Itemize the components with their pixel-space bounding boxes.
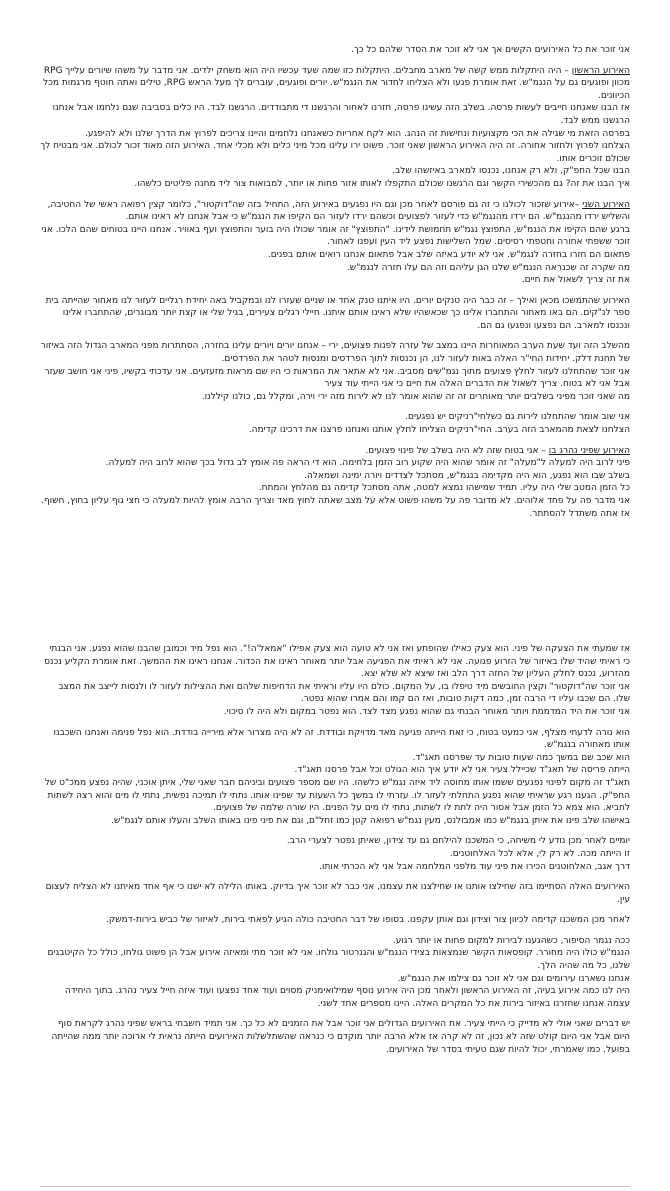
event-pini-heading: האירוע שפיני נהרג בו xyxy=(548,445,630,456)
bottom-paragraph-5: הוא שכב שם במשך כמה שעות טובות עד שפרסנו תאג"ד. xyxy=(412,752,630,763)
event-2-heading: האירוע השני xyxy=(582,199,630,210)
event-1-line-5: הבנו שכל החפ"ק, ולא רק אנחנו, נכנסו למארב באיזשהו שלב. xyxy=(392,166,630,177)
event-pini-paragraph xyxy=(40,445,630,458)
document-page xyxy=(40,0,630,1191)
bottom-paragraph-12: האירועים האלה הסתיימו בזה שחילצו אותנו או שחילצנו את עצמנו, אני כבר לא זוכר איך בדיוק. באותו הלילה לא ישנו כי אף אחד מאיתנו לא הצליח לעצום עין. xyxy=(45,882,630,905)
event-pini-line-1: – אני בטוח שזה לא היה בשלב של פינוי פצועים. xyxy=(365,445,546,456)
bottom-paragraph-7: תאג"ד זה מקום לפינוי נפגעים ששמו אותו מחוסה ליד איזה נגמ"ש כלשהו. היו שם מספר פצועים וביניהם חבר שאני שלי, איתן אוכני, שהיה נפצע ממכ"ט של החפ"ק. הגענו רגע שראיתי שהוא נפגע התחלתי לעזור לו. עזרתי לו במשך כל השעות עד שפינו אותו. נתתי לו תמיכה נפשית, נתתי לו מים והוא רצה לשתות לחביא. הוא צמא כל הזמן אבל אסור היה לתת לו לשתות, נתתי לו מים על הפנים. היו שורה שלמה של פצועים. xyxy=(44,777,630,814)
tanks-paragraph: האירוע שהתמשכו מכאן ואילך – זה כבר היה טנקים יורים. היו איתנו טנק אחד או שניים שעזרו לנו ובמקביל באה יחידת רגליים לעזור לנו מאחור שהייתה בית ספר לנ"קים. הם באו מאחור והתחברו אלינו כך שכאשהיו שלא ראינו אותם איתנו. חיילי רגלים צעירים, בגיל שלי או קצת יותר מבוגרים, שהתחברו אלינו ונכנסו למארב. הם נפצעו ונפגעו גם הם. xyxy=(45,295,630,331)
bottom-section xyxy=(40,643,630,1056)
bottom-paragraph-1: אז שמעתי את הצעקה של פיני. הוא צעק כאילו שהופתע ואז אני לא טועה הוא צעק אפילו "אמאל'ה!". הוא נפל מיד וכמובן שהבנו שהוא נפגע. אני הבנתי כי ראיתי שהיד שלו באיזור של הזרוע פגועה. אני לא ראיתי את הפגיעה אבל יותר מאוחר ראינו את הכדור. אנחנו ראינו את ההמשך. זאת אומרת הקליע נכנס מהזרוע, נכנס לחלק העליון של החזה דרך הלב ואז שיצא לא שלא יצא. xyxy=(44,644,630,680)
event-1-line-1: – היה היתקלות ממש קשה של מארב מחבלים. היתקלות כזו שמה שעד עכשיו היה הוא משחק ילדים. אני מדבר על משהו שיורים עלייך RPG מכוון ופוגעים גם על הנגמ"ש. זאת אומרת פגעו ולא הצליחו לחדור את הנגמ"ש. יורים ופוגעים, עוברים לך מעל הראש RPG, טילים ואתה חוטף מרגמות מכל הכיוונים. xyxy=(43,65,630,101)
event-2-line-3: פתאום הם חזרו בחזרה לנגמ"ש. אני לא יודע באיזה שלב אבל פתאום אנחנו רואים אותם בפנים. xyxy=(267,249,630,260)
exit-paragraph-1: אני שוב אומר שהתחלנו לירות גם כשלחי"רניקים יש נפגעים. xyxy=(405,412,630,423)
event-2-line-5: את זה צריך לשאול את חיים. xyxy=(521,275,630,286)
evening-paragraph-2: אני זוכר שהתחלנו לעזור לחלץ פצועים מתוך נגמ"שים מסביב. אני לא אתאר את המראות כי היו שם מראות מזעזעים. אני עדכתי בקשיו, פיני אני חושב שעזר אבל אני לא בטוח. צריך לשאול את הדברים האלה את חיים כי אני הייתי עוד צעיר xyxy=(44,366,630,390)
bottom-paragraph-18: יש דברים שאני אולי לא מדייק כי הייתי צעיר. את האירועים הגדולים אני זוכר אבל את הזמנים לא כל כך. אני תמיד חשבתי בראש שפיני נהרג לקראת סוף היום אבל אני היום קולט שזה לא נכון, זה לא קרה אז אלא הרבה יותר מוקדם כי כנראה שהשתלשלות האירועים הייתה נראית לי ארוכה יותר ממה שהייתה בפועל. כמו שאמרתי, יכול להיות שגם טעיתי בסדר של האירועים. xyxy=(51,1019,630,1055)
event-pini-line-5: אני מדבר פה על פחד אלוהים. לא מדובר פה על משהו פשוט אלא על מצב שאתה לחוץ מאד וצריך הרבה אומץ להיות למעלה כי חצי גוף עליון בחוץ, חשוף. אז אתה משתדל להסתתר. xyxy=(41,496,630,519)
bottom-paragraph-4: הוא נורה לדעתי מצלף, אני כמעט בטוח, כי זאת הייתה פגיעה מאד מדויקת ובודדת. זה לא היה מצרור אלא מירייה בודדת. הוא נפל פנימה ואנחנו השכבנו אותו מאחורה בנגמ"ש. xyxy=(53,727,630,751)
bottom-paragraph-14: ככה נגמר הסיפור, כשהגענו לבירות למקום פחות או יותר רגוע. xyxy=(392,935,630,946)
event-1-heading: האירוע הראשון xyxy=(571,65,630,76)
exit-paragraph-2: הצלחנו לצאת מהמארב הזה בערב. החי"רניקים הצליחו לחלץ אותנו ואנחנו פרצנו את דרכינו קדימה. xyxy=(248,425,630,436)
bottom-rule xyxy=(40,1186,630,1187)
event-1-line-6: איך הבנו את זה? גם מהכשירי הקשר וגם הרגשנו שכולם התקפלו לאותו אזור פחות או יותר, למבואות צור ליד מחנה פליטים כלשהו. xyxy=(134,178,630,189)
event-2-line-1: –אירוע שזכור לכולנו כי זה גם פורסם לאחר מכן וגם היו נפגעים באירוע הזה, התחיל בזה שה"דוקטור", כלומר קצין רפואה ראשי של החטיבה, והשליש ירדו מהנגמ"ש. הם ירדו מהנגמ"ש כדי לעזור לפצועים וכשהם ירדו לעזור הם הקיפו את הנגמ"ש כי אבל אנחנו לא ראינו אותם. xyxy=(47,199,630,223)
bottom-paragraph-16: אנחנו נשארנו עירומים וגם אני לא זוכר גם צילמו את הנגמ"ש. xyxy=(397,973,630,984)
event-2-line-2: ברגע שהם הקיפו את הנגמ"ש, התפוצץ נגמ"ש תחמושת לידינו. "התפוצץ" זה אומר שכולו היה בוער והתפוצץ ועף באוויר. אנחנו היינו בטוחים שהם הלכו. אני זוכר ששפתי אחורה וחטפתי רסיסים. שמל השלישות נפצע ליד העין ועפנו לאחור. xyxy=(41,224,630,248)
bottom-paragraph-10: זו הייתה מכה. לא רק לי, אלא לכל האלחוטנים. xyxy=(449,848,630,859)
event-1-line-3: בפרסה הזאת מי שגילה את הכי מקצועיות ונחישות זה הנהג. הוא לקח אחריות כשאנחנו נלחמים והיינו צריכים לפרוץ את הדרך שלנו ולא להיפגע. xyxy=(84,128,630,139)
bottom-paragraph-8: באישהו שלב פינו את איתן בנגמ"ש כמו אמבולנס, מעין נגמ"ש רפואה קטן כמו זחל"ם, וגם את פיני פינו באותו השלב והעלו אותם לנגמ"ש. xyxy=(111,815,630,826)
bottom-paragraph-9: יומיים לאחר מכן נודע לי משיחה, כי המשכנו להילחם גם עד צידון, שאיתן נפטר לצערי הרב. xyxy=(286,836,630,847)
event-1-line-2: אז הבנו שאנחנו חייבים לעשות פרסה. בשלב הזה עשינו פרסה, חזרנו לאחור והרגשנו די מתבודדים. הרגשנו לבד. היו כלים בסביבה שגם נלחמו אבל אנחנו הרגשנו ממש לבד. xyxy=(52,103,630,126)
event-pini-line-2: פיני לרוב היה למעלה ל"מעלה" זה אומר שהוא היה שקוע רוב הזמן בלחימה. הוא די הראה פה אומץ לב גדול בכך שהוא לרוב היה למעלה. xyxy=(105,458,630,469)
bottom-paragraph-17: היה לנו כמה אירוע בעיה, זה האירוע הראשון ולאחר מכן היה אירוע נוסף שמילואימניק מסוים ועוד אחד נפצעו ועוד איזה חייל צעיר נהרג. בתוך היחידה עצמה אנחנו שחזרנו באיזור בירות את כל המקרים האלה. היינו מספרים אחד לשני. xyxy=(64,986,630,1009)
event-1-line-4: הצלחנו לפרוץ ולחזור אחורה. זה היה האירוע הראשון שאני זוכר. פשוט ירו עלינו מכל מיני כלים ולא מכלי אחד. האירוע הזה מאוד זכור לכולם. אני מבטיח לך שכולם זוכרים אותו. xyxy=(40,141,630,164)
bottom-paragraph-11: דרך אגב, האלחוטנים הכירו את פיני עוד מלפני המלחמה אבל אני לא הכרתי אותו. xyxy=(319,861,630,872)
intro-line: אני זוכר את כל האירועים הקשים אך אני לא זוכר את הסדר שלהם כל כך. xyxy=(351,45,630,55)
event-2-line-4: מה שקרה זה שכנראה הנגמ"ש שלנו הגן עליהם וזה הם עלו חזרה לנגמ"ש. xyxy=(346,262,630,273)
event-1-paragraph xyxy=(40,65,630,103)
event-pini-line-4: כל הזמן המטב שלי היה עליו. תמיד שמישהו נמצא למטה, אתה מסתכל קדימה גם מהלחץ והמתח. xyxy=(258,483,630,494)
event-2-paragraph xyxy=(40,199,630,224)
top-section xyxy=(40,44,630,520)
bottom-paragraph-3: אני זוכר את היד המדממת ויותר מאוחר הבנתי גם שהוא נפגע מצד לצד. הוא נפטר במקום ולא היה לו סיכוי. xyxy=(223,706,630,717)
bottom-paragraph-15: הנגמ"ש כולו היה מחורר. קופסאות הקשר שנמצאות בצידי הנגמ"ש והגנרטור גולחו. אני לא זוכר מתי ומאיזה אירוע אבל הן פשוט גולחו, כולל כל הקיטבגים שלנו, כל מה שהיה הלך. xyxy=(47,948,630,972)
bottom-paragraph-2: אני זוכר שה"דוקטור" וקצין החובשים מיד טיפלו בו, על המקום. כולם היו עליו וראיתי את הדחיפות שלהם ואת ההצילות לעזור לו ולנסות לייצב את המצב שלו. הם שכבו עליו די הרבה זמן, כמה דקות טובות, ואז הם קמו והם אמרו שהוא נפטר. xyxy=(58,681,630,705)
evening-paragraph-1: מהשלב הזה ועד שעת הערב המאוחרות היינו במצב של עזרה לפנות פצועים, ירי – אנחנו יורים ויורים עלינו בחזרה, הסתתרות מפני המארב הגדול הזה באיזור של תחנת דלק. יחידות החי"ר האלה באות לעזור לנו, הן נכנסות לתוך הפרדסים ומנסות לטהר את הפרדסים. xyxy=(40,341,630,365)
evening-paragraph-3: מה שאני זוכר מפיני בשלבים יותר מאוחרים זה זה שהוא אומר לנו לא לירות מזה ירי וירה, ומקלל גם, כולנו קיללנו. xyxy=(201,391,630,402)
bottom-paragraph-6: הייתה פריסה של תאג"ד שכיילל צעיר אני לא יודע איך הוא הגולט וכל אבל פרסנו תאג"ד. xyxy=(294,765,630,776)
bottom-paragraph-13: לאחר מכן המשכנו קדימה לכיוון צור וצידון וגם אותן עקפנו. בסופו של דבר החטיבה כולה הגיע לפאתי בירות, לאיזור של כביש בירות-דמשק. xyxy=(105,915,630,926)
event-pini-line-3: בשלב שבו הוא נפגע, הוא היה מקדימה בנגמ"ש, מסתכל לצדדים ויורה ימינה ושמאלה. xyxy=(304,470,630,481)
